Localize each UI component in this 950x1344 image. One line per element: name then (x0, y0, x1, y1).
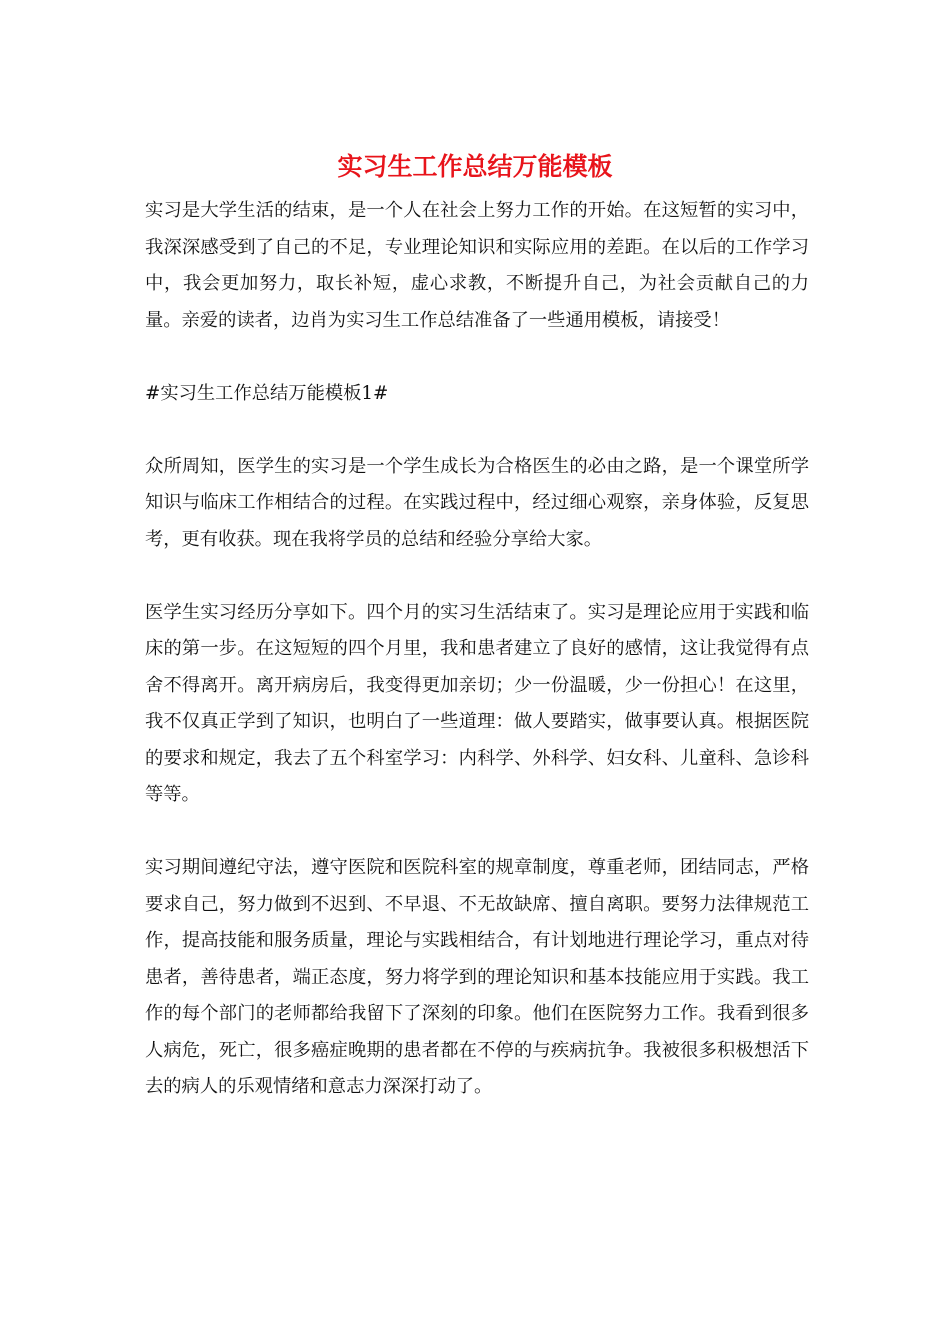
body-paragraph: 实习期间遵纪守法，遵守医院和医院科室的规章制度，尊重老师，团结同志，严格要求自己，努力做到不迟到、不早退、不无故缺席、擅自离职。要努力法律规范工作，提高技能和服务质量，理论与实践相结合，有计划地进行理论学习，重点对待患者，善待患者，端正态度，努力将学到的理论知识和基本技能应用于实践。我工作的每个部门的老师都给我留下了深刻的印象。他们在医院努力工作。我看到很多人病危，死亡，很多癌症晚期的患者都在不停的与疾病抗争。我被很多积极想活下去的病人的乐观情绪和意志力深深打动了。 (145, 857, 809, 1097)
document-body (145, 193, 809, 1106)
section-heading: #实习生工作总结万能模板1# (145, 382, 389, 404)
body-paragraph: 医学生实习经历分享如下。四个月的实习生活结束了。实习是理论应用于实践和临床的第一步。在这短短的四个月里，我和患者建立了良好的感情，这让我觉得有点舍不得离开。离开病房后，我变得更加亲切；少一份温暖，少一份担心！在这里，我不仅真正学到了知识，也明白了一些道理：做人要踏实，做事要认真。根据医院的要求和规定，我去了五个科室学习：内科学、外科学、妇女科、儿童科、急诊科等等。 (145, 601, 809, 805)
intro-paragraph: 实习是大学生活的结束，是一个人在社会上努力工作的开始。在这短暂的实习中，我深深感受到了自己的不足，专业理论知识和实际应用的差距。在以后的工作学习中，我会更加努力，取长补短，虚心求教，不断提升自己，为社会贡献自己的力量。亲爱的读者，边肖为实习生工作总结准备了一些通用模板，请接受！ (145, 200, 809, 331)
document-title: 实习生工作总结万能模板 (337, 152, 613, 181)
body-paragraph: 众所周知，医学生的实习是一个学生成长为合格医生的必由之路，是一个课堂所学知识与临床工作相结合的过程。在实践过程中，经过细心观察，亲身体验，反复思考，更有收获。现在我将学员的总结和经验分享给大家。 (145, 455, 809, 550)
